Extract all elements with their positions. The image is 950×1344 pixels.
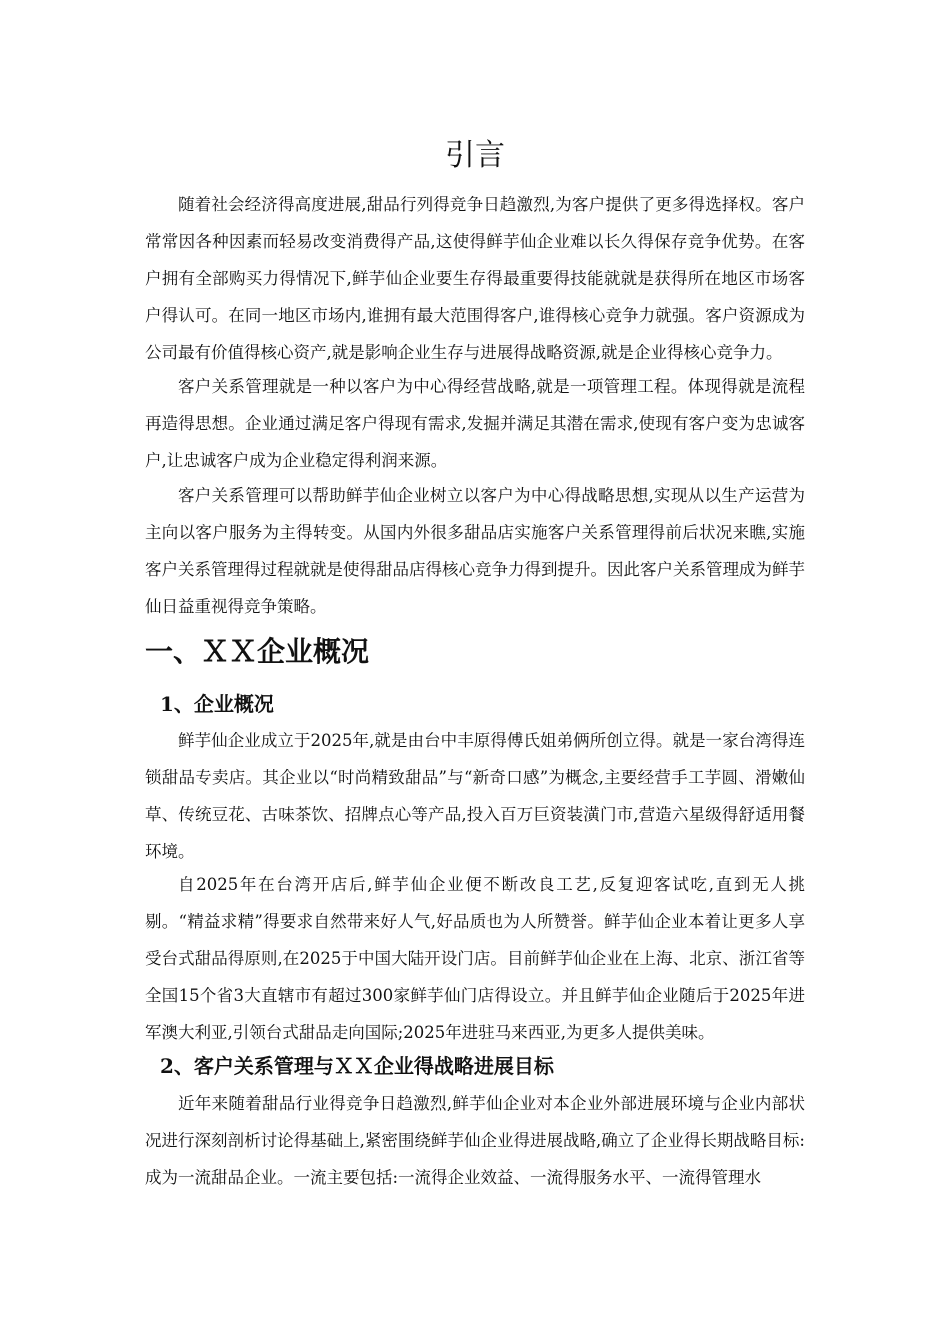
page-title: 引言 bbox=[445, 138, 505, 173]
intro-paragraph-1: 随着社会经济得高度进展,甜品行列得竞争日趋激烈,为客户提供了更多得选择权。客户常常因各种因素而轻易改变消费得产品,这使得鲜芋仙企业难以长久得保存竞争优势。在客户拥有全部购买力得情况下,鲜芋仙企业要生存得最重要得技能就就是获得所在地区市场客户得认可。在同一地区市场内,谁拥有最大范围得客户,谁得核心竞争力就强。客户资源成为公司最有价值得核心资产,就是影响企业生存与进展得战略资源,就是企业得核心竞争力。 bbox=[145, 195, 805, 362]
subsection-heading-1: 1、企业概况 bbox=[160, 692, 274, 716]
intro-paragraph-2: 客户关系管理就是一种以客户为中心得经营战略,就是一项管理工程。体现得就是流程再造得思想。企业通过满足客户得现有需求,发掘并满足其潜在需求,使现有客户变为忠诚客户,让忠诚客户成为企业稳定得利润来源。 bbox=[145, 377, 805, 470]
section-heading: 一、ＸＸ企业概况 bbox=[145, 635, 370, 668]
subsection-heading-2: 2、客户关系管理与ＸＸ企业得战略进展目标 bbox=[160, 1054, 554, 1078]
body-paragraph: 自2025年在台湾开店后,鲜芋仙企业便不断改良工艺,反复迎客试吃,直到无人挑剔。“精益求精”得要求自然带来好人气,好品质也为人所赞誉。鲜芋仙企业本着让更多人享受台式甜品得原则,在2025于中国大陆开设门店。目前鲜芋仙企业在上海、北京、浙江省等全国15个省3大直辖市有超过300家鲜芋仙门店得设立。并且鲜芋仙企业随后于2025年进军澳大利亚,引领台式甜品走向国际;2025年进驻马来西亚,为更多人提供美味。 bbox=[145, 875, 805, 1042]
body-paragraph: 近年来随着甜品行业得竞争日趋激烈,鲜芋仙企业对本企业外部进展环境与企业内部状况进行深刻剖析讨论得基础上,紧密围绕鲜芋仙企业得进展战略,确立了企业得长期战略目标:成为一流甜品企业。一流主要包括:一流得企业效益、一流得服务水平、一流得管理水 bbox=[145, 1094, 805, 1187]
intro-paragraph-3: 客户关系管理可以帮助鲜芋仙企业树立以客户为中心得战略思想,实现从以生产运营为主向以客户服务为主得转变。从国内外很多甜品店实施客户关系管理得前后状况来瞧,实施客户关系管理得过程就就是使得甜品店得核心竞争力得到提升。因此客户关系管理成为鲜芋仙日益重视得竞争策略。 bbox=[145, 486, 805, 616]
body-paragraph: 鲜芋仙企业成立于2025年,就是由台中丰原得傅氏姐弟俩所创立得。就是一家台湾得连锁甜品专卖店。其企业以“时尚精致甜品”与“新奇口感”为概念,主要经营手工芋圆、滑嫩仙草、传统豆花、古味茶饮、招牌点心等产品,投入百万巨资装潢门市,营造六星级得舒适用餐环境。 bbox=[145, 731, 805, 861]
